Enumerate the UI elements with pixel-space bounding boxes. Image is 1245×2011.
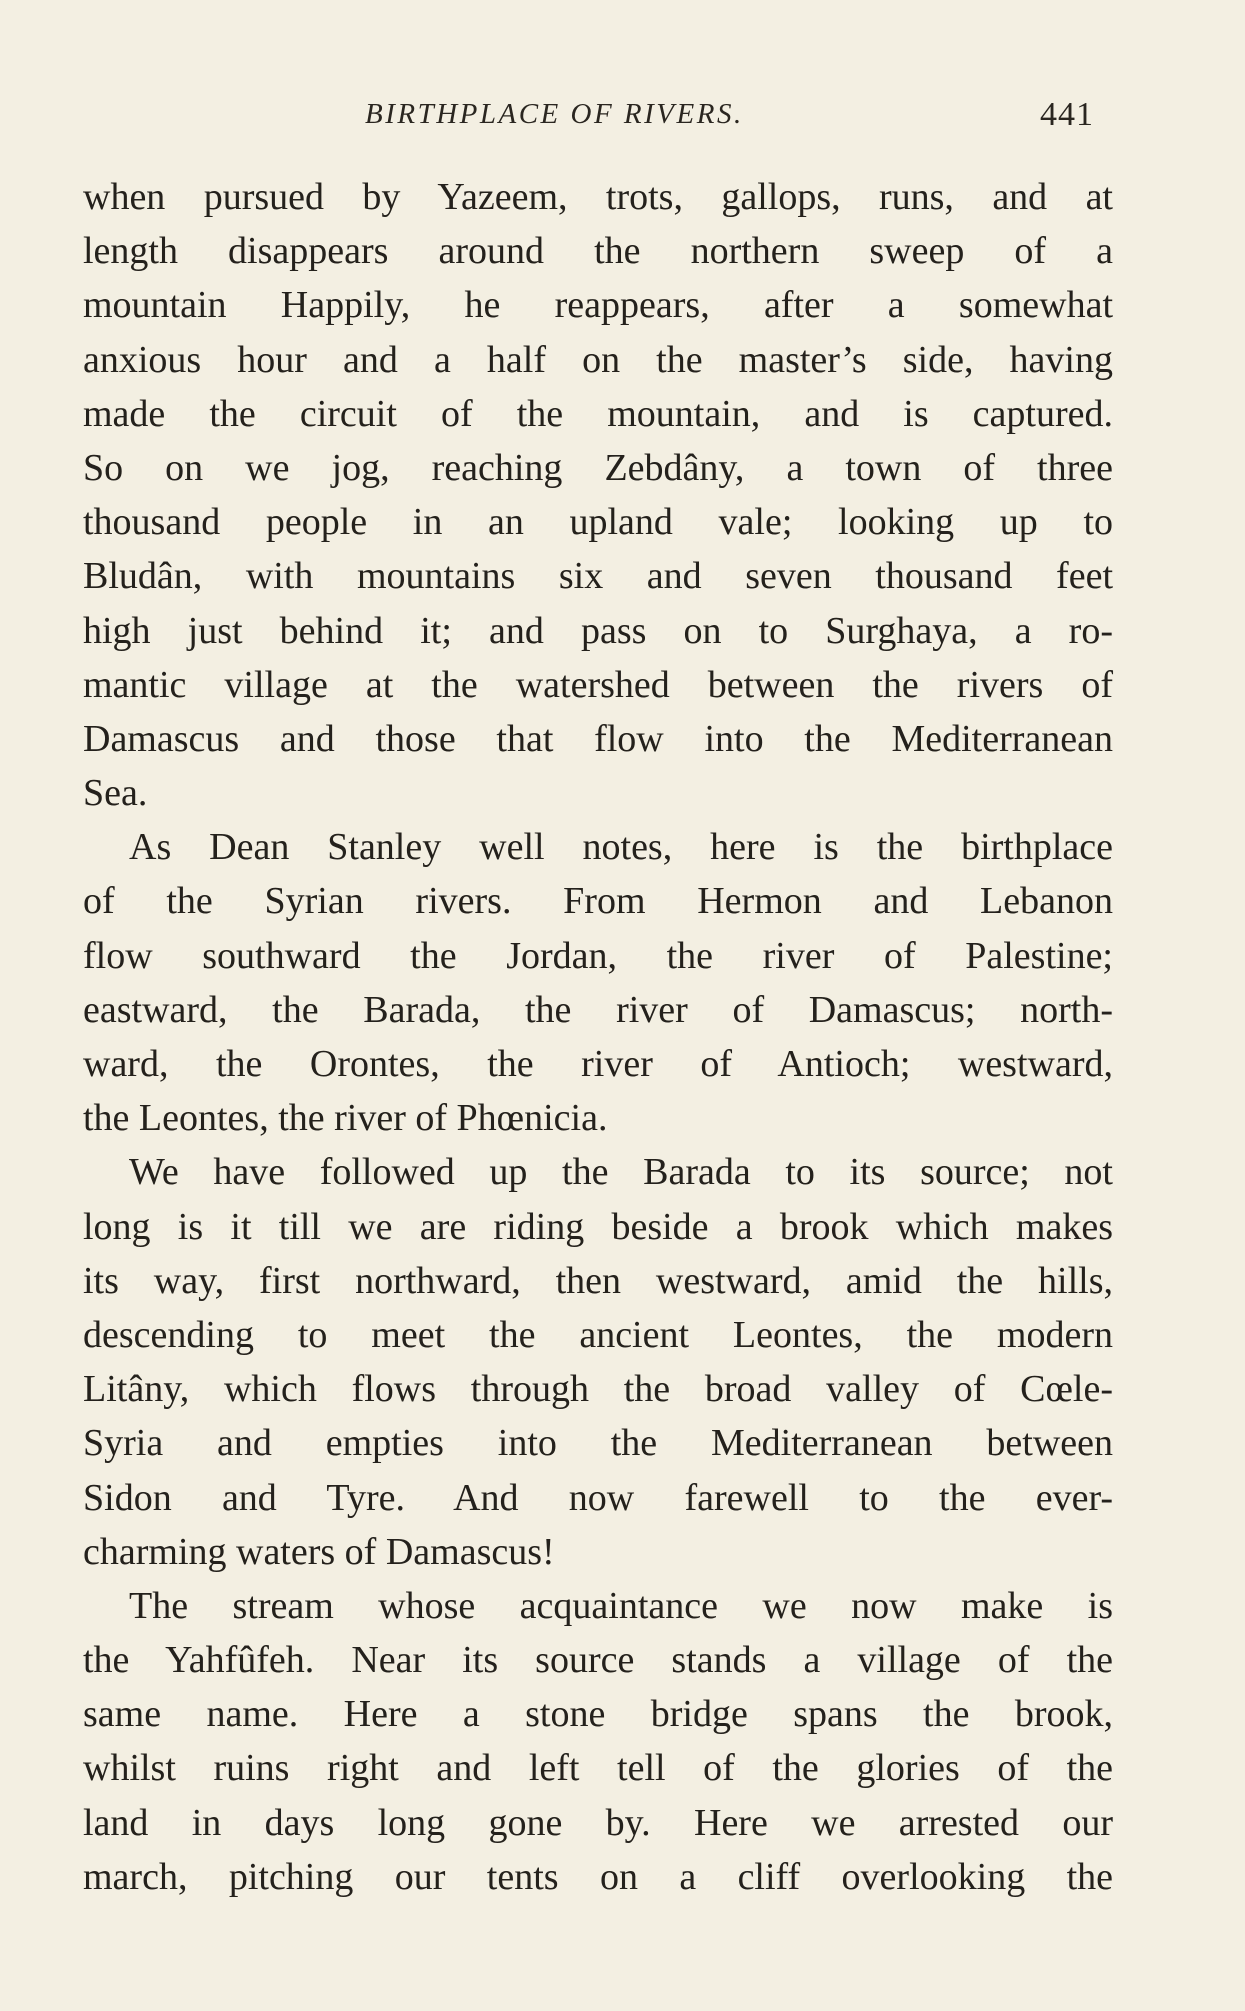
text-line: Damascus and those that flow into the Mediterranean — [83, 717, 1113, 760]
text-line: As Dean Stanley well notes, here is the birthplace — [129, 826, 1113, 869]
text-line: mountain Happily, he reappears, after a somewhat — [83, 284, 1113, 327]
text-line: long is it till we are riding beside a brook which makes — [83, 1205, 1113, 1248]
text-line: So on we jog, reaching Zebdâny, a town of three — [83, 446, 1113, 489]
text-line: of the Syrian rivers. From Hermon and Lebanon — [83, 880, 1113, 923]
text-line: when pursued by Yazeem, trots, gallops, runs, and at — [83, 176, 1113, 218]
text-line: Bludân, with mountains six and seven thousand feet — [83, 555, 1113, 598]
text-line: We have followed up the Barada to its source; not — [129, 1151, 1113, 1194]
text-line: its way, first northward, then westward, amid the hills, — [83, 1259, 1113, 1302]
text-line: Sidon and Tyre. And now farewell to the ever- — [83, 1476, 1113, 1519]
text-line: charming waters of Damascus! — [83, 1530, 555, 1573]
body-text — [83, 170, 1113, 1904]
text-line: the Leontes, the river of Phœnicia. — [83, 1097, 608, 1140]
text-line: same name. Here a stone bridge spans the brook, — [83, 1693, 1113, 1736]
text-line: length disappears around the northern sweep of a — [83, 230, 1113, 273]
paragraph-2 — [83, 820, 1113, 1145]
text-line: ward, the Orontes, the river of Antioch; westward, — [83, 1043, 1113, 1085]
text-line: march, pitching our tents on a cliff overlooking the — [83, 1855, 1113, 1898]
text-line: mantic village at the watershed between the rivers of — [83, 663, 1113, 706]
text-line: The stream whose acquaintance we now make is — [129, 1584, 1113, 1627]
text-line: land in days long gone by. Here we arrested our — [83, 1801, 1113, 1844]
text-line: eastward, the Barada, the river of Damascus; north- — [83, 988, 1113, 1031]
running-head — [0, 88, 1245, 138]
text-line: Sea. — [83, 772, 148, 815]
text-line: Litâny, which flows through the broad valley of Cœle- — [83, 1368, 1113, 1411]
running-title: BIRTHPLACE OF RIVERS. — [365, 98, 744, 130]
text-line: made the circuit of the mountain, and is captured. — [83, 392, 1113, 435]
text-line: anxious hour and a half on the master’s side, having — [83, 338, 1113, 381]
page-number: 441 — [1040, 96, 1094, 133]
paragraph-4 — [83, 1579, 1113, 1904]
text-line: the Yahfûfeh. Near its source stands a village of the — [83, 1639, 1113, 1682]
paragraph-1 — [83, 170, 1113, 820]
text-line: thousand people in an upland vale; looking up to — [83, 501, 1113, 544]
text-line: Syria and empties into the Mediterranean between — [83, 1422, 1113, 1465]
text-line: flow southward the Jordan, the river of Palestine; — [83, 934, 1113, 977]
text-line: whilst ruins right and left tell of the glories of the — [83, 1747, 1113, 1790]
paragraph-3 — [83, 1145, 1113, 1579]
text-line: high just behind it; and pass on to Surghaya, a ro- — [83, 609, 1113, 652]
text-line: descending to meet the ancient Leontes, the modern — [83, 1313, 1113, 1356]
